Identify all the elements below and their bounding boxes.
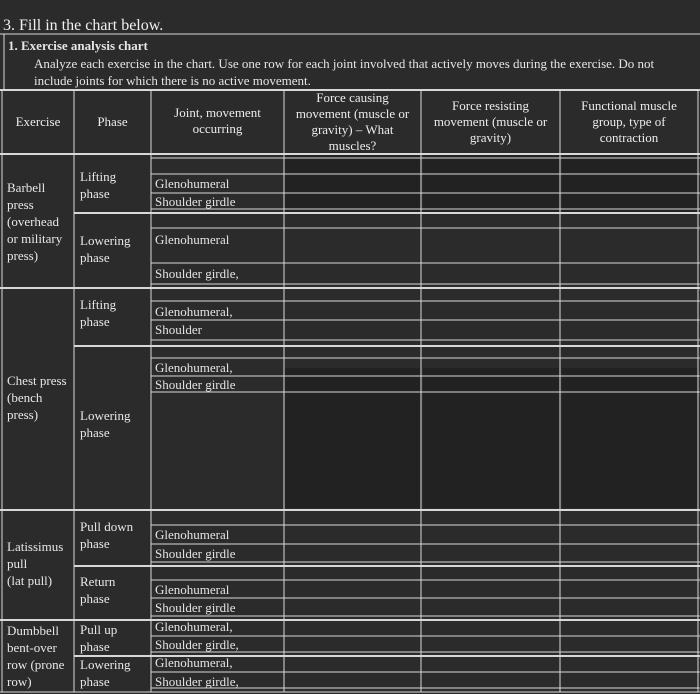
phase-barbell-lowering [80, 232, 131, 266]
exercise-lat-pull [7, 538, 63, 589]
phase-barbell-lifting [80, 168, 116, 202]
joint-cell: Glenohumeral, [155, 360, 233, 375]
exercise-line: (lat pull) [7, 573, 53, 588]
header-joint-line: occurring [192, 121, 243, 136]
phase-line: Lifting [80, 169, 117, 184]
exercise-line: press [7, 197, 34, 212]
header-exercise: Exercise [15, 114, 61, 129]
instructions-line-2: include joints for which there is no active movement. [34, 73, 311, 88]
joint-cell: Glenohumeral, [155, 655, 233, 670]
answer-block [562, 154, 698, 212]
exercise-line: Barbell [7, 180, 46, 195]
answer-block [562, 368, 698, 508]
exercise-line: Dumbbell [7, 623, 59, 638]
header-force-causing-line: gravity) – What [311, 122, 394, 137]
joint-cell: Glenohumeral [155, 232, 230, 247]
joint-cell: Shoulder girdle, [155, 674, 239, 689]
phase-chest-lowering [80, 407, 131, 441]
header-functional-muscle-line: Functional muscle [581, 98, 677, 113]
exercise-line: (overhead [7, 214, 59, 229]
phase-lat-return [80, 573, 115, 607]
exercise-line: row (prone [7, 657, 65, 672]
phase-line: phase [80, 314, 110, 329]
exercise-line: or military [7, 231, 63, 246]
exercise-line: pull [7, 556, 28, 571]
phase-line: Lowering [80, 657, 131, 672]
header-joint [151, 105, 284, 137]
joint-cell: Shoulder girdle [155, 194, 236, 209]
phase-line: phase [80, 536, 110, 551]
header-joint-line: Joint, movement [174, 105, 261, 120]
exercise-dumbbell-row [7, 622, 64, 690]
exercise-line: (bench [7, 390, 43, 405]
header-phase: Phase [97, 114, 128, 129]
joint-cell: Glenohumeral, [155, 619, 233, 634]
header-functional-muscle-line: contraction [599, 130, 659, 145]
header-force-causing-line: movement (muscle or [295, 106, 410, 121]
joint-cell: Shoulder girdle [155, 377, 236, 392]
exercise-line: Chest press [7, 373, 67, 388]
exercise-line: bent-over [7, 640, 57, 655]
exercise-chest-press [7, 372, 67, 423]
instructions-line-1: Analyze each exercise in the chart. Use one row for each joint involved that actively moves during the exercise. Do not [34, 56, 655, 71]
phase-line: phase [80, 186, 110, 201]
exercise-barbell-press [7, 179, 62, 264]
phase-lat-pull-down [80, 518, 133, 552]
header-force-causing-line: Force causing [316, 90, 389, 105]
phase-line: Lowering [80, 408, 131, 423]
answer-block [285, 154, 420, 212]
phase-line: phase [80, 674, 110, 689]
answer-block [423, 368, 559, 508]
phase-line: Lifting [80, 297, 117, 312]
phase-line: phase [80, 639, 110, 654]
exercise-line: press) [7, 248, 39, 263]
joint-cell: Shoulder girdle [155, 546, 236, 561]
phase-line: phase [80, 425, 110, 440]
header-force-resisting-line: movement (muscle or [433, 114, 548, 129]
exercise-line: row) [7, 674, 32, 689]
joint-cell: Shoulder [155, 322, 202, 337]
phase-dumbbell-lowering [80, 656, 131, 690]
header-force-resisting [421, 98, 560, 146]
phase-line: Pull up [80, 622, 118, 637]
joint-cell: Glenohumeral [155, 176, 230, 191]
joint-cell: Glenohumeral, [155, 304, 233, 319]
question-title: 3. Fill in the chart below. [3, 17, 164, 34]
phase-line: phase [80, 591, 110, 606]
header-force-resisting-line: gravity) [469, 130, 512, 145]
phase-line: Lowering [80, 233, 131, 248]
phase-line: Return [80, 574, 116, 589]
joint-cell: Shoulder girdle, [155, 637, 239, 652]
exercise-line: Latissimus [7, 539, 64, 554]
header-force-causing [284, 90, 421, 154]
exercise-line: press) [7, 407, 39, 422]
section-title: 1. Exercise analysis chart [8, 38, 148, 53]
joint-cell: Shoulder girdle [155, 600, 236, 615]
joint-cell: Shoulder girdle, [155, 266, 239, 281]
header-force-causing-line: muscles? [328, 138, 377, 153]
phase-line: Pull down [80, 519, 134, 534]
header-functional-muscle-line: group, type of [592, 114, 666, 129]
header-functional-muscle [560, 98, 698, 146]
phase-line: phase [80, 250, 110, 265]
joint-cell: Glenohumeral [155, 582, 230, 597]
answer-block [285, 368, 420, 508]
joint-cell: Glenohumeral [155, 527, 230, 542]
phase-chest-lifting [80, 296, 116, 330]
header-force-resisting-line: Force resisting [452, 98, 529, 113]
answer-block [423, 154, 559, 212]
phase-dumbbell-pull-up [80, 621, 117, 655]
